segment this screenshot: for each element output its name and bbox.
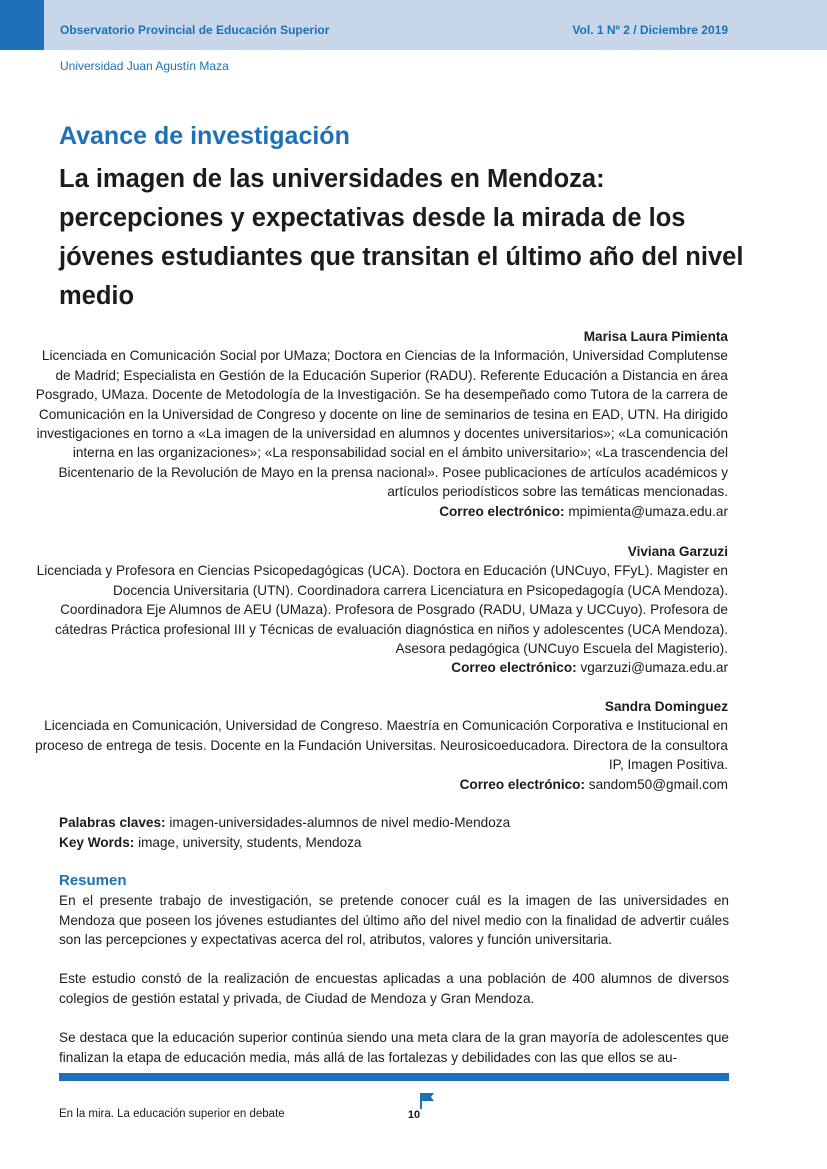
- author-email[interactable]: vgarzuzi@umaza.edu.ar: [580, 660, 728, 676]
- author-name: Sandra Dominguez: [604, 699, 728, 714]
- email-label: Correo electrónico:: [439, 503, 565, 519]
- author-email[interactable]: mpimienta@umaza.edu.ar: [568, 503, 728, 519]
- footer-rule: [59, 1073, 729, 1081]
- email-label: Correo electrónico:: [459, 776, 585, 792]
- page-number: 10: [407, 1109, 421, 1121]
- header-accent-block: [0, 0, 44, 50]
- keywords-block: [59, 813, 510, 852]
- section-kicker: Avance de investigación: [59, 122, 350, 150]
- flag-icon: [419, 1092, 435, 1110]
- author-block: [28, 542, 728, 678]
- author-email-line: [28, 658, 728, 677]
- abstract-paragraph: En el presente trabajo de investigación, se pretende conocer cuál es la imagen de las universidades en Mendoza que poseen los jóvenes estudiantes del último año del nivel medio con la finalidad de advertir cuáles son las percepciones y expectativas acerca del rol, atributos, valores y función universitaria.: [59, 893, 729, 948]
- university-name: Universidad Juan Agustín Maza: [60, 59, 229, 73]
- abstract-paragraph: Este estudio constó de la realización de encuestas aplicadas a una población de 400 alumnos de diversos colegios de gestión estatal y privada, de Ciudad de Mendoza y Gran Mendoza.: [59, 971, 729, 1006]
- author-block: [28, 327, 728, 521]
- author-email[interactable]: sandom50@gmail.com: [588, 776, 728, 792]
- author-email-line: [28, 775, 728, 794]
- author-name: Marisa Laura Pimienta: [583, 329, 728, 344]
- email-label: Correo electrónico:: [451, 660, 577, 676]
- author-email-line: [28, 502, 728, 521]
- journal-name: Observatorio Provincial de Educación Superior: [60, 23, 330, 37]
- publication-name: En la mira. La educación superior en debate: [59, 1108, 285, 1120]
- article-title: La imagen de las universidades en Mendoza: percepciones y expectativas desde la mirada de los jóvenes estudiantes que transitan el último año del nivel medio: [59, 165, 744, 310]
- author-bio: Licenciada en Comunicación, Universidad de Congreso. Maestría en Comunicación Corporativa e Institucional en proceso de entrega de tesis. Docente en la Fundación Universitas. Neurosicoeducadora. Directora de la consultora IP, Imagen Positiva.: [35, 718, 728, 773]
- keywords-es-value: imagen-universidades-alumnos de nivel medio-Mendoza: [169, 815, 511, 830]
- author-bio: Licenciada y Profesora en Ciencias Psicopedagógicas (UCA). Doctora en Educación (UNCuyo, FFyL). Magister en Docencia Universitaria (UTN). Coordinadora carrera Licenciatura en Psicopedagogía (UCA Mendoza). Coordinadora Eje Alumnos de AEU (UMaza). Profesora de Posgrado (RADU, UMaza y UCCuyo). Profesora de cátedras Práctica profesional III y Técnicas de evaluación diagnóstica en niños y adolescentes (UCA Mendoza). Asesora pedagógica (UNCuyo Escuela del Magisterio).: [36, 563, 728, 657]
- keywords-en: [59, 833, 510, 853]
- keywords-es-label: Palabras claves:: [59, 815, 166, 830]
- author-name: Viviana Garzuzi: [627, 544, 728, 559]
- abstract-paragraph: Se destaca que la educación superior continúa siendo una meta clara de la gran mayoría de adolescentes que finalizan la etapa de educación media, más allá de las fortalezas y debilidades con las que ellos se au-: [59, 1030, 729, 1065]
- keywords-en-label: Key Words:: [59, 834, 135, 850]
- author-bio: Licenciada en Comunicación Social por UMaza; Doctora en Ciencias de la Información, Universidad Complutense de Madrid; Especialista en Gestión de la Educación Superior (RADU). Referente Educación a Distancia en área Posgrado, UMaza. Docente de Metodología de la Investigación. Se ha desempeñado como Tutora de la carrera de Comunicación en la Universidad de Congreso y docente on line de seminarios de tesina en EAD, UTN. Ha dirigido investigaciones en torno a «La imagen de la universidad en alumnos y docentes universitarios»; «La comunicación interna en las organizaciones»; «La responsabilidad social en el ámbito universitario»; «La trascendencia del Bicentenario de la Revolución de Mayo en la prensa nacional». Posee publicaciones de artículos académicos y artículos periodísticos sobre las temáticas mencionadas.: [35, 348, 728, 500]
- issue-info: Vol. 1 Nº 2 / Diciembre 2019: [572, 23, 728, 37]
- keywords-es: [59, 813, 510, 833]
- abstract-heading: Resumen: [59, 872, 127, 889]
- keywords-en-value: image, university, students, Mendoza: [138, 834, 362, 850]
- author-block: [28, 697, 728, 794]
